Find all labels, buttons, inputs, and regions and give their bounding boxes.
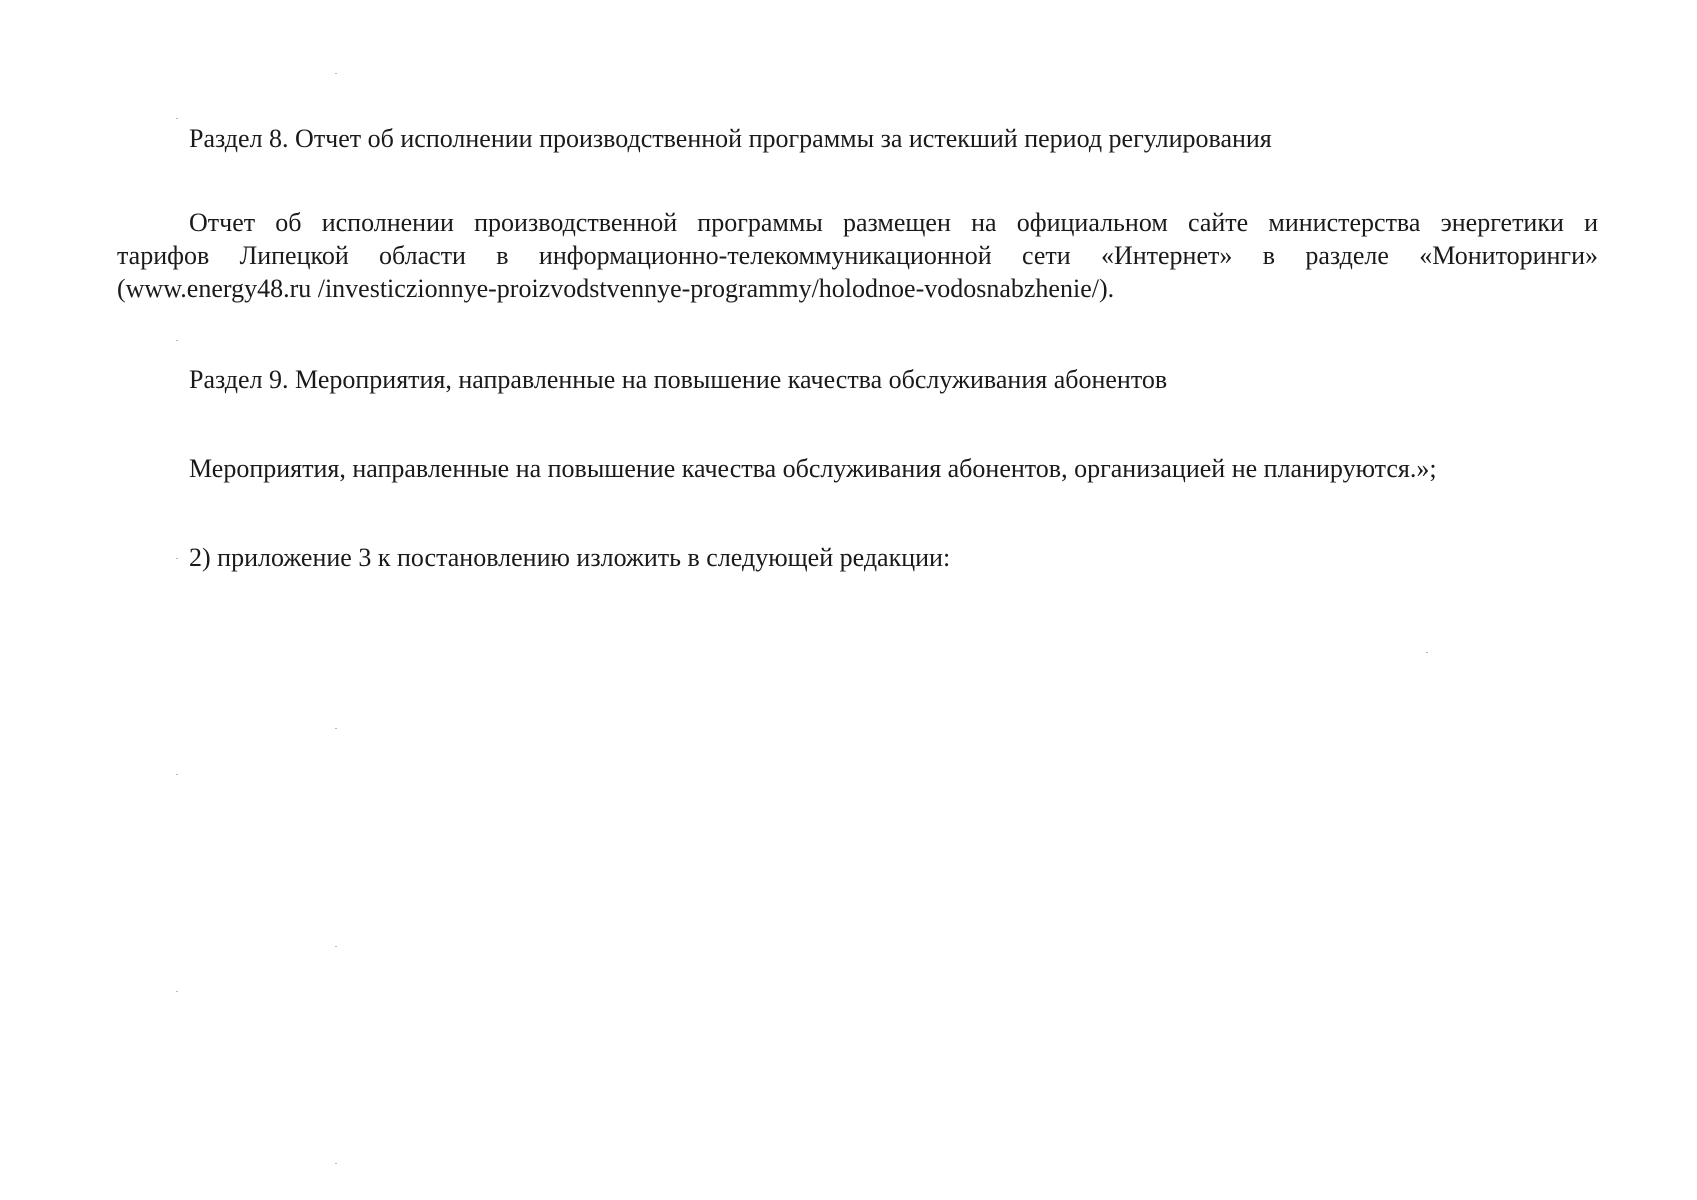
scan-speck (335, 73, 337, 74)
scan-speck (335, 1163, 337, 1164)
section-8-paragraph-line-1: Отчет об исполнении производственной программы размещен на официальном сайте министерства энергетики и (189, 208, 1598, 237)
item-2-text: 2) приложение 3 к постановлению изложить в следующей редакции: (189, 543, 951, 572)
section-9-heading: Раздел 9. Мероприятия, направленные на повышение качества обслуживания абонентов (189, 365, 1168, 394)
scan-speck (176, 118, 178, 119)
scan-speck (1426, 652, 1428, 653)
scan-speck (176, 991, 178, 992)
scan-speck (335, 946, 337, 947)
section-8-paragraph-line-3: (www.energy48.ru /investiczionnye-proizvodstvennye-programmy/holodnoe-vodosnabzhenie/). (117, 274, 1115, 303)
section-9-paragraph: Мероприятия, направленные на повышение качества обслуживания абонентов, организацией не планируются.»; (189, 454, 1437, 483)
scan-speck (176, 558, 178, 559)
scan-speck (176, 774, 178, 775)
section-8-paragraph-line-2: тарифов Липецкой области в информационно-телекоммуникационной сети «Интернет» в разделе «Мониторинги» (117, 241, 1598, 270)
section-8-heading: Раздел 8. Отчет об исполнении производственной программы за истекший период регулирования (189, 124, 1272, 153)
scan-speck (176, 340, 178, 341)
scan-speck (335, 728, 337, 729)
section-8-paragraph (117, 206, 1598, 305)
